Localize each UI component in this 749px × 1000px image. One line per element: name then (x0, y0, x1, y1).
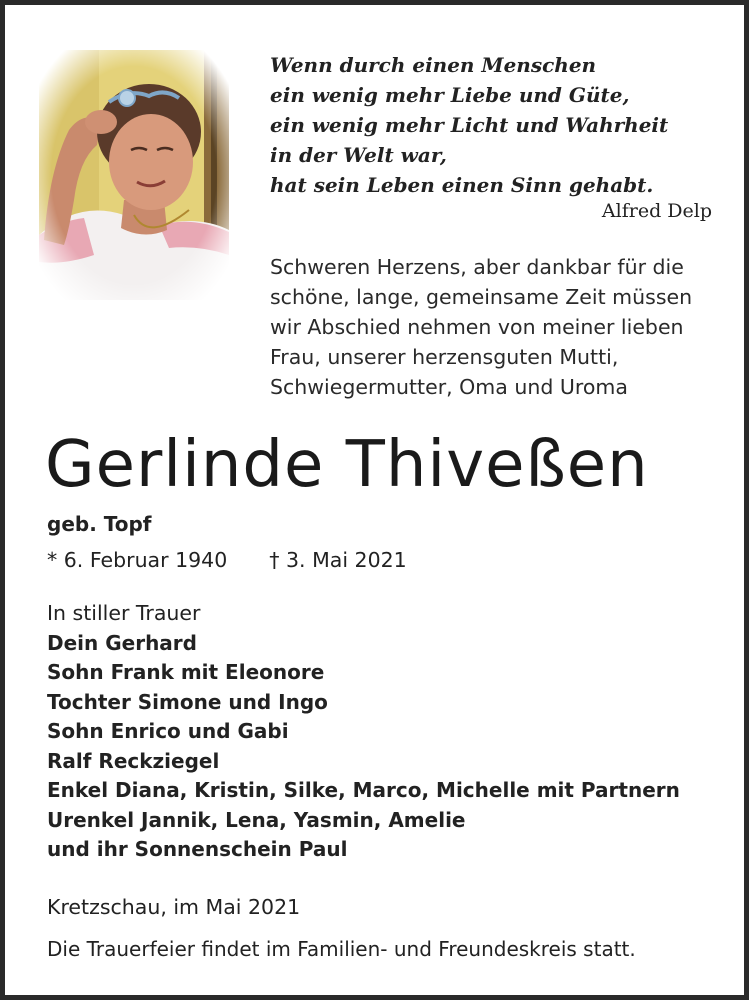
intro-line: Schweren Herzens, aber dankbar für die (270, 255, 684, 279)
intro-text (270, 252, 720, 402)
mourner-entry: Sohn Frank mit Eleonore (47, 660, 325, 684)
quote-line: hat sein Leben einen Sinn gehabt. (270, 173, 654, 197)
deceased-name: Gerlinde Thiveßen (45, 428, 649, 502)
quote-author: Alfred Delp (601, 200, 712, 222)
mourner-entry: Dein Gerhard (47, 630, 197, 655)
mourners-list (47, 599, 727, 865)
quote-line: Wenn durch einen Menschen (270, 53, 597, 77)
mourner-entry: Tochter Simone und Ingo (47, 689, 328, 714)
quote-line: ein wenig mehr Liebe und Güte, (270, 83, 630, 107)
birth-date: * 6. Februar 1940 (47, 548, 228, 572)
quote (270, 50, 715, 200)
life-dates (47, 545, 407, 575)
intro-line: wir Abschied nehmen von meiner lieben (270, 315, 684, 339)
quote-line: in der Welt war, (270, 143, 447, 167)
place-date: Kretzschau, im Mai 2021 (47, 895, 301, 919)
mourner-entry: Ralf Reckziegel (47, 748, 220, 773)
intro-line: Frau, unserer herzensguten Mutti, (270, 345, 619, 369)
mourner-entry: Sohn Enrico und Gabi (47, 719, 289, 743)
maiden-name: geb. Topf (47, 512, 152, 536)
quote-line: ein wenig mehr Licht und Wahrheit (270, 113, 669, 137)
mourners-heading: In stiller Trauer (47, 601, 201, 625)
intro-line: schöne, lange, gemeinsame Zeit müssen (270, 285, 693, 309)
mourner-entry: Urenkel Jannik, Lena, Yasmin, Amelie (47, 807, 466, 832)
funeral-note: Die Trauerfeier findet im Familien- und Freundeskreis statt. (47, 937, 636, 961)
death-date: † 3. Mai 2021 (269, 548, 407, 572)
intro-line: Schwiegermutter, Oma und Uroma (270, 375, 628, 399)
mourner-entry: Enkel Diana, Kristin, Silke, Marco, Michelle mit Partnern (47, 778, 680, 802)
portrait-photo (39, 50, 229, 300)
mourner-entry: und ihr Sonnenschein Paul (47, 837, 348, 861)
